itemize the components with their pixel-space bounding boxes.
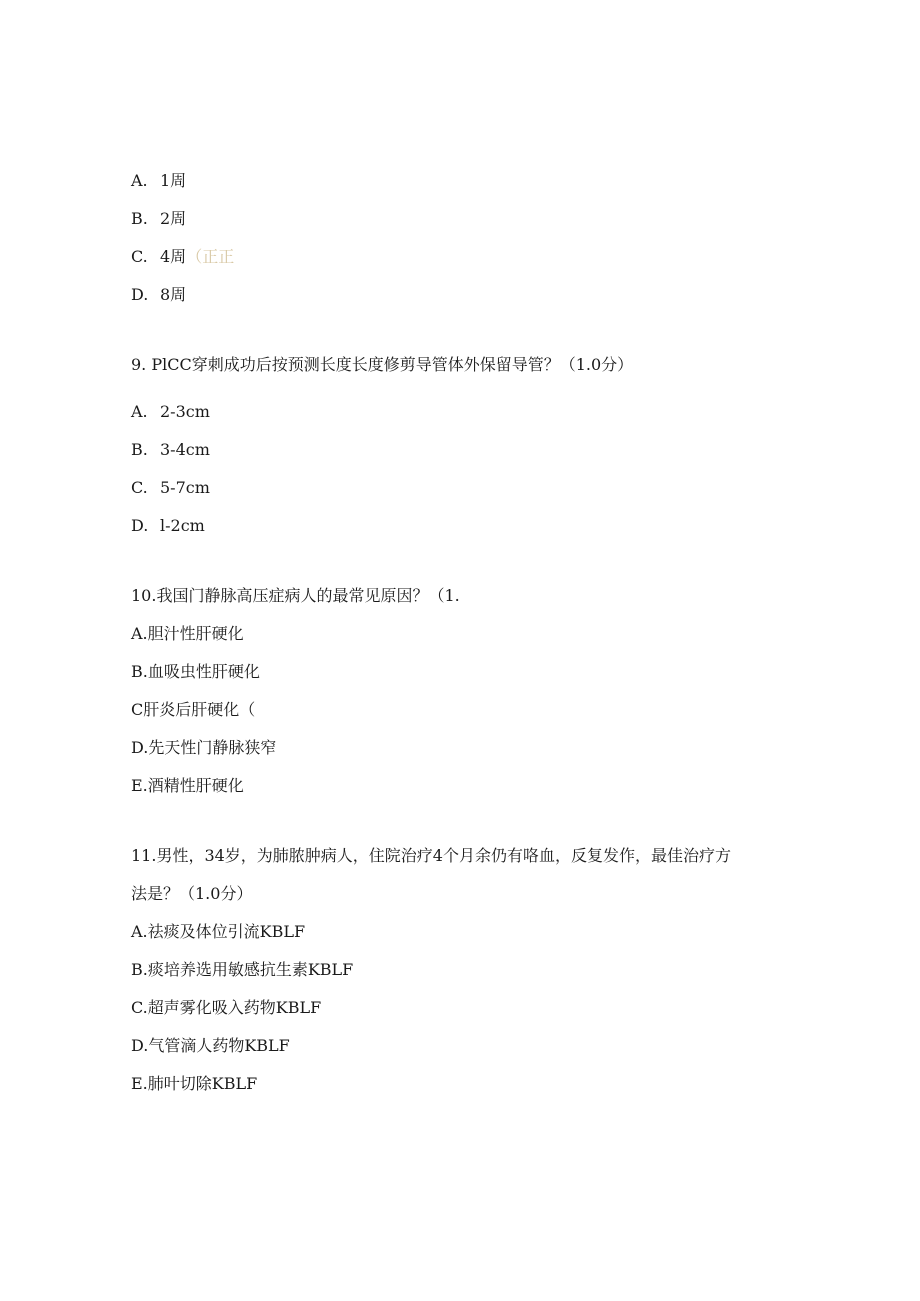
q9-option-b: B. 3-4cm	[131, 440, 210, 459]
q8-option-b: B. 2周	[131, 209, 187, 228]
q8-option-a: A. 1周	[131, 171, 187, 190]
q9-option-d: D. l-2cm	[131, 516, 205, 535]
q11-stem-line-2: 法是？（1.0分）	[131, 884, 253, 903]
q10-option-e: E.酒精性肝硬化	[131, 776, 244, 795]
q11-option-a: A.祛痰及体位引流KBLF	[131, 922, 306, 941]
q10-option-a: A.胆汁性肝硬化	[131, 624, 244, 643]
q11-option-b: B.痰培养选用敏感抗生素KBLF	[131, 960, 354, 979]
q9-option-a: A. 2-3cm	[131, 402, 210, 421]
q10-option-d: D.先天性门静脉狭窄	[131, 738, 277, 757]
q11-option-e: E.肺叶切除KBLF	[131, 1074, 258, 1093]
q10-stem: 10.我国门静脉高压症病人的最常见原因？（1.	[131, 586, 460, 605]
q10-option-c: C肝炎后肝硬化（	[131, 700, 256, 719]
q8-option-d: D. 8周	[131, 285, 187, 304]
answer-mark: （正正	[186, 247, 235, 266]
q11-option-d: D.气管滴人药物KBLF	[131, 1036, 290, 1055]
q11-stem-line-1: 11.男性，34岁，为肺脓肿病人，住院治疗4个月余仍有咯血，反复发作，最佳治疗方	[131, 846, 731, 865]
q9-option-c: C. 5-7cm	[131, 478, 210, 497]
q8-option-c: C. 4周（正正	[131, 247, 235, 266]
q9-stem: 9. PlCC穿刺成功后按预测长度长度修剪导管体外保留导管？（1.0分）	[131, 355, 634, 374]
q10-option-b: B.血吸虫性肝硬化	[131, 662, 260, 681]
q11-option-c: C.超声雾化吸入药物KBLF	[131, 998, 322, 1017]
